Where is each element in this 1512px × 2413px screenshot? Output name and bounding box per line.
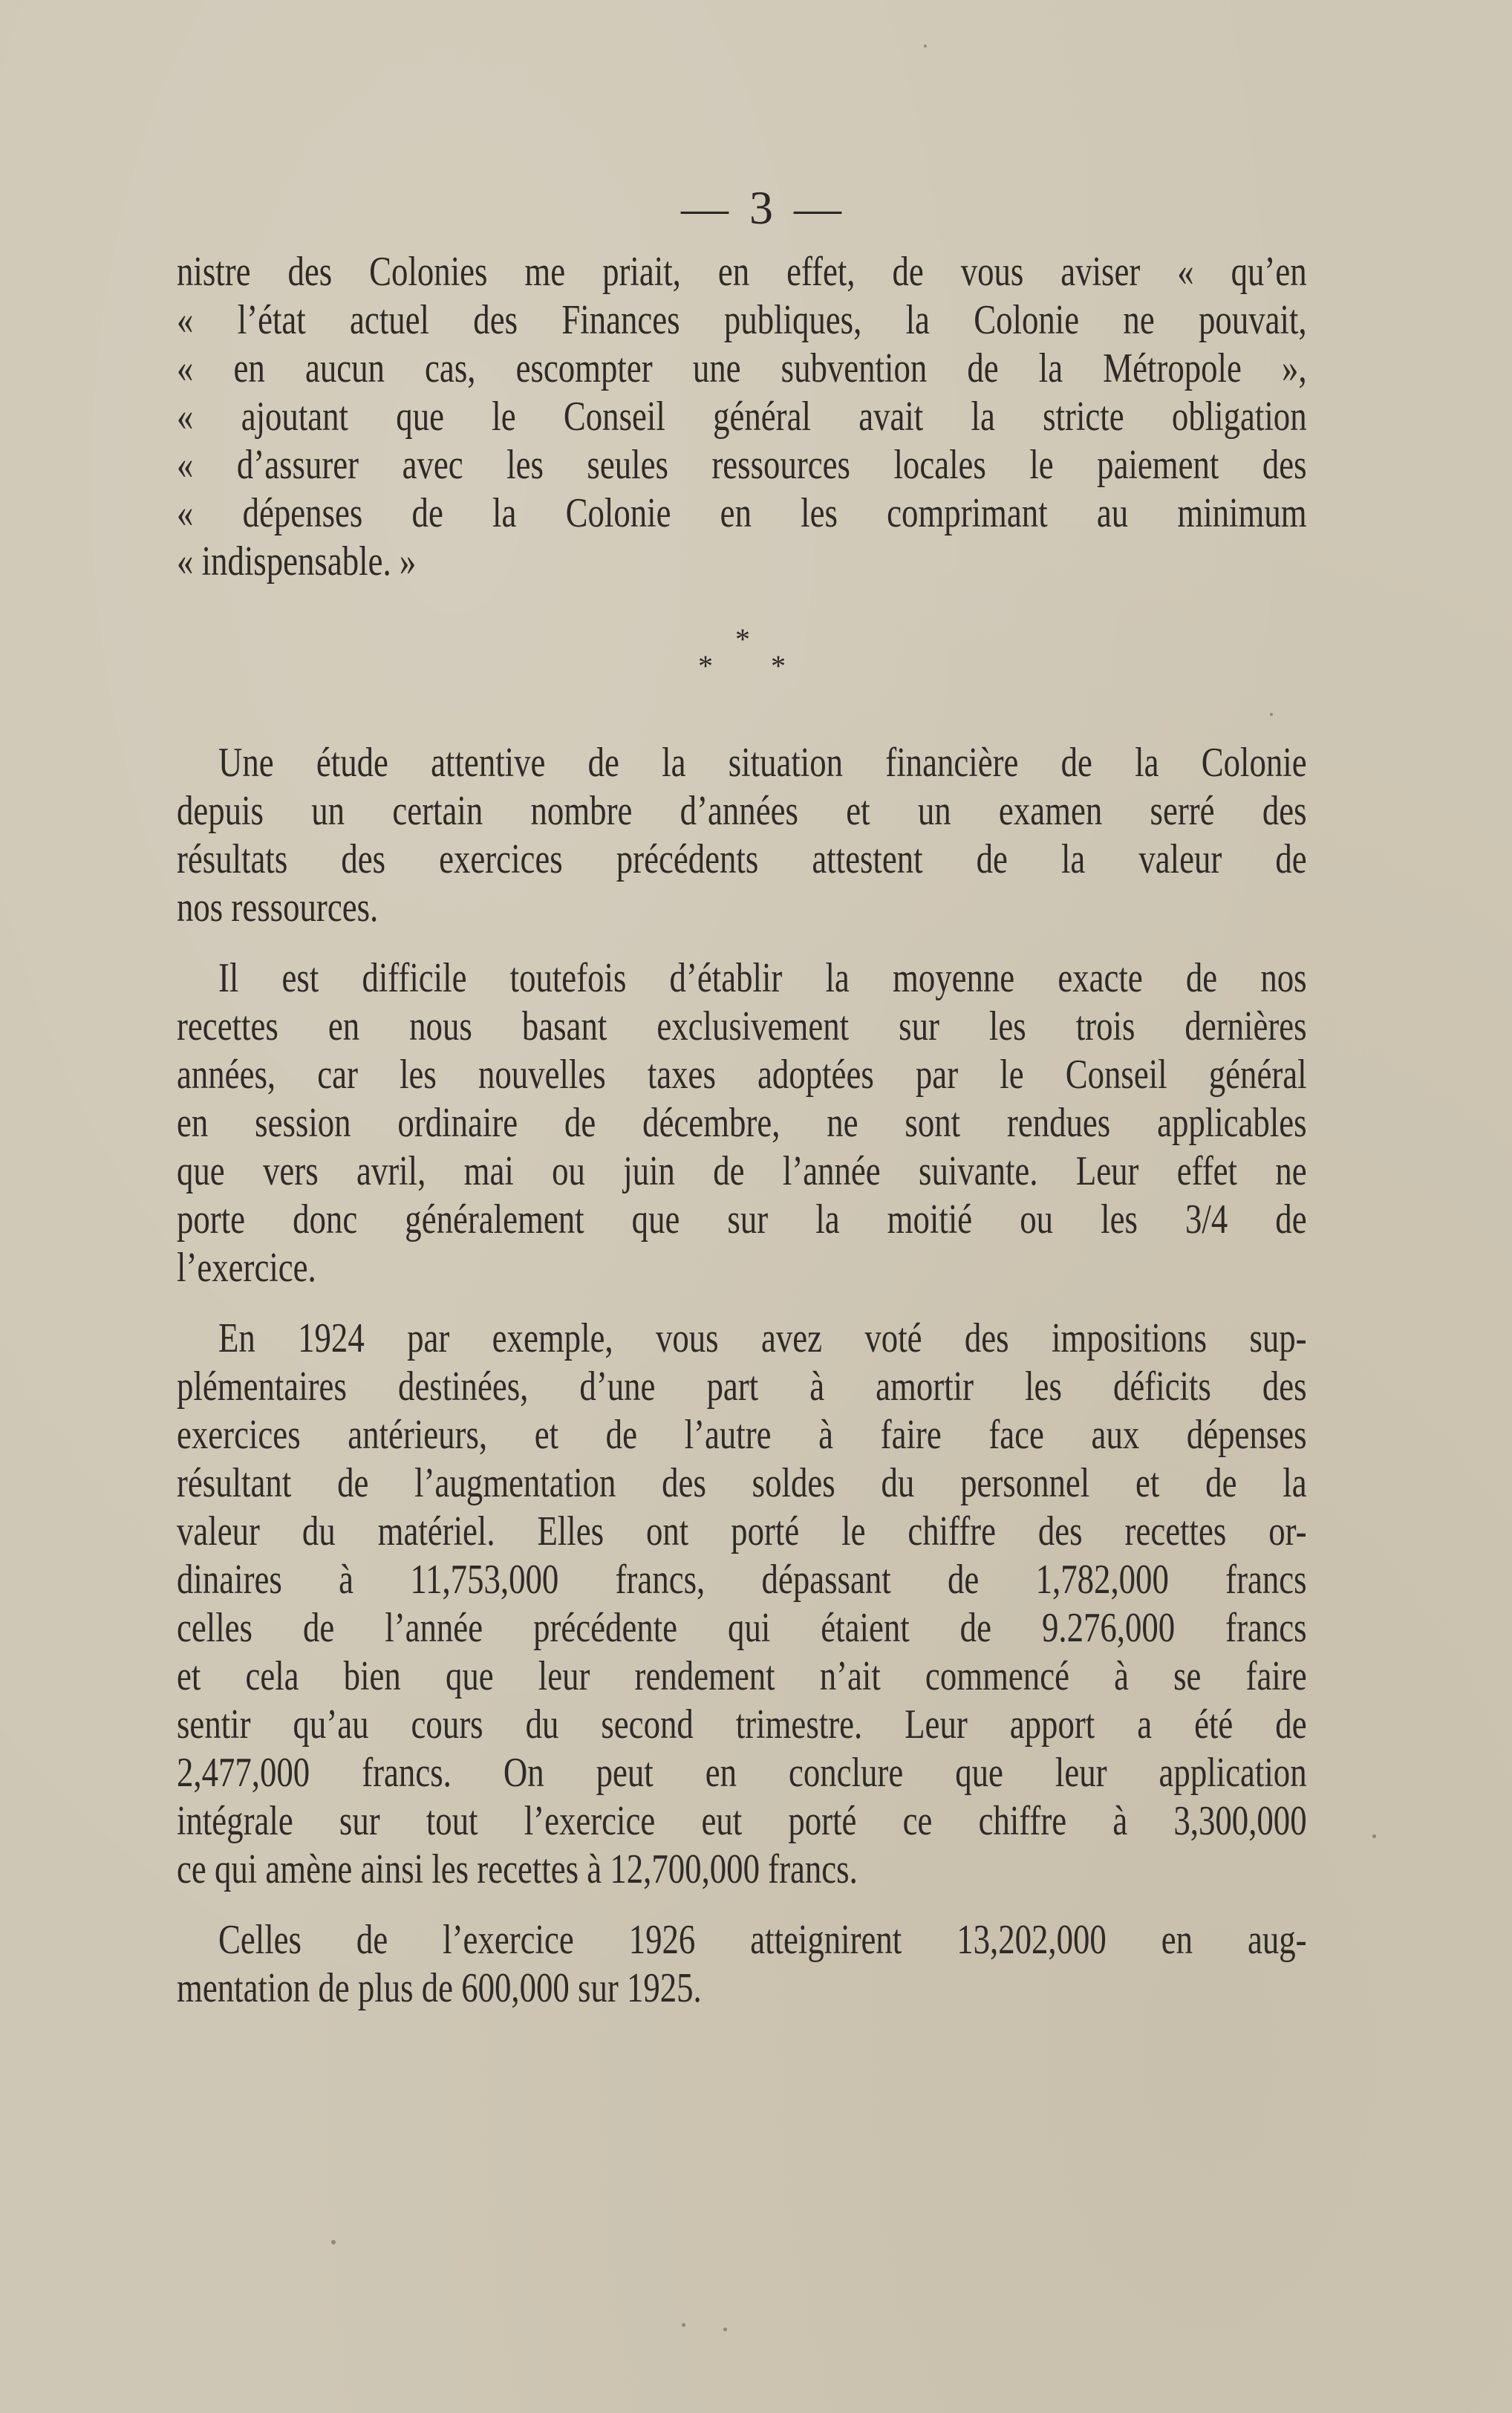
text-line: ce qui amène ainsi les recettes à 12,700,000 francs. <box>177 1846 858 1892</box>
text-line: résultant de l’augmentation des soldes du personnel et de la <box>177 1460 1307 1506</box>
text-line: Il est difficile toutefois d’établir la moyenne exacte de nos <box>218 955 1307 1001</box>
paragraph-3 <box>177 1315 1307 1894</box>
text-line: dinaires à 11,753,000 francs, dépassant de 1,782,000 francs <box>177 1557 1307 1603</box>
text-line: celles de l’année précédente qui étaient de 9.276,000 francs <box>177 1605 1307 1651</box>
paragraph-1 <box>177 739 1307 932</box>
text-line: « indispensable. » <box>177 538 417 584</box>
text-line: intégrale sur tout l’exercice eut porté ce chiffre à 3,300,000 <box>177 1798 1307 1844</box>
paper-speck <box>924 45 927 48</box>
body-text <box>177 739 1307 2013</box>
asterism-separator <box>177 622 1307 726</box>
text-line: en session ordinaire de décembre, ne sont rendues applicables <box>177 1100 1307 1146</box>
document-page <box>177 178 1307 2013</box>
text-line: et cela bien que leur rendement n’ait commencé à se faire <box>177 1653 1307 1699</box>
paper-speck <box>331 2240 336 2244</box>
star-glyph: * <box>698 649 713 683</box>
star-glyph: * <box>735 622 750 656</box>
quote-block <box>177 248 1307 586</box>
paragraph-4 <box>177 1916 1307 2013</box>
paper-speck <box>1372 1834 1376 1838</box>
text-line: années, car les nouvelles taxes adoptées par le Conseil général <box>177 1052 1307 1098</box>
text-line: « dépenses de la Colonie en les comprimant au minimum <box>177 490 1307 536</box>
paper-speck <box>723 2328 727 2331</box>
star-glyph: * <box>771 649 786 683</box>
text-line: nos ressources. <box>177 885 379 931</box>
text-line: plémentaires destinées, d’une part à amortir les déficits des <box>177 1364 1307 1410</box>
text-line: « ajoutant que le Conseil général avait la stricte obligation <box>177 394 1307 440</box>
text-line: « en aucun cas, escompter une subvention de la Métropole », <box>177 345 1307 391</box>
text-line: Celles de l’exercice 1926 atteignirent 13,202,000 en aug- <box>218 1917 1307 1963</box>
text-line: mentation de plus de 600,000 sur 1925. <box>177 1965 702 2011</box>
text-line: valeur du matériel. Elles ont porté le chiffre des recettes or- <box>177 1508 1307 1554</box>
text-line: nistre des Colonies me priait, en effet, de vous aviser « qu’en <box>177 249 1307 295</box>
text-line: En 1924 par exemple, vous avez voté des impositions sup- <box>218 1315 1307 1361</box>
text-line: porte donc généralement que sur la moitié ou les 3/4 de <box>177 1196 1307 1243</box>
quote-paragraph <box>177 248 1307 586</box>
text-line: sentir qu’au cours du second trimestre. Leur apport a été de <box>177 1702 1307 1748</box>
paper-speck <box>1270 713 1273 716</box>
text-line: exercices antérieurs, et de l’autre à faire face aux dépenses <box>177 1412 1307 1458</box>
paragraph-2 <box>177 954 1307 1292</box>
text-line: « d’assurer avec les seules ressources locales le paiement des <box>177 442 1307 488</box>
text-line: Une étude attentive de la situation financière de la Colonie <box>218 740 1307 786</box>
paper-speck <box>682 2323 685 2327</box>
text-line: 2,477,000 francs. On peut en conclure que leur application <box>177 1750 1307 1796</box>
text-line: depuis un certain nombre d’années et un examen serré des <box>177 788 1307 834</box>
page-number: — 3 — <box>681 181 846 234</box>
text-line: « l’état actuel des Finances publiques, la Colonie ne pouvait, <box>177 297 1307 343</box>
text-line: que vers avril, mai ou juin de l’année suivante. Leur effet ne <box>177 1148 1307 1194</box>
text-line: résultats des exercices précédents attestent de la valeur de <box>177 836 1307 882</box>
text-line: l’exercice. <box>177 1245 316 1291</box>
text-line: recettes en nous basant exclusivement sur les trois dernières <box>177 1003 1307 1049</box>
